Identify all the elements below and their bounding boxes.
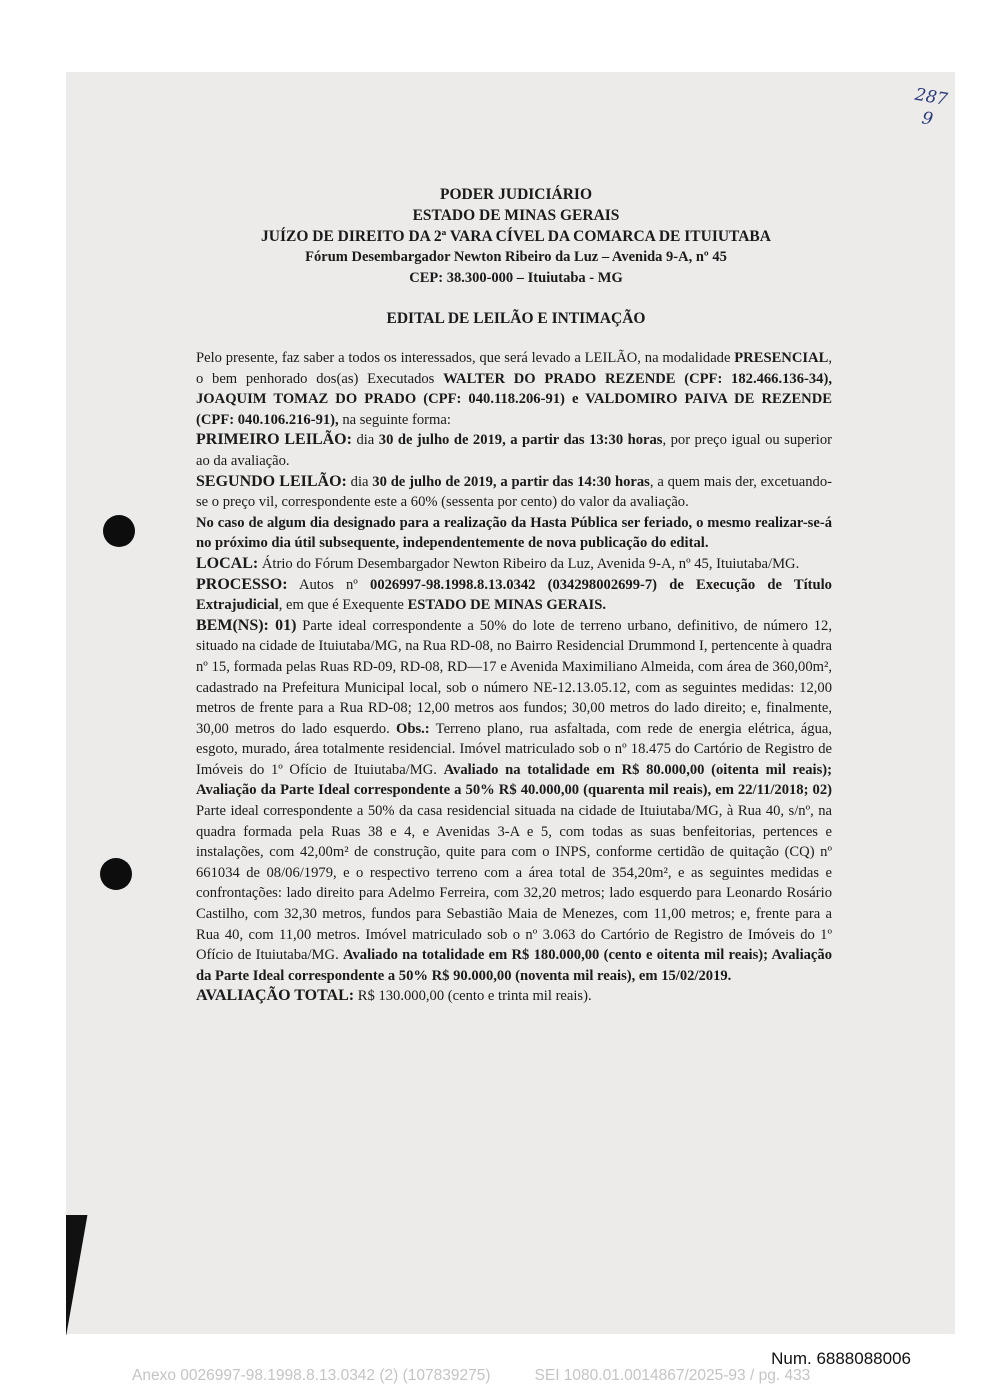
primeiro-leilao-paragraph: PRIMEIRO LEILÃO: dia 30 de julho de 2019, a partir das 13:30 horas, por preço igual ou superior ao da avaliação. <box>196 431 832 469</box>
document-header <box>200 184 832 289</box>
punch-hole <box>100 858 132 890</box>
scan-edge-shadow <box>66 1215 92 1335</box>
avaliacao-total-paragraph: AVALIAÇÃO TOTAL: R$ 130.000,00 (cento e trinta mil reais). <box>196 987 592 1005</box>
document-body <box>196 348 832 1007</box>
processo-paragraph: PROCESSO: Autos nº 0026997-98.1998.8.13.0342 (034298002699-7) de Execução de Título Extrajudicial, em que é Exequente ESTADO DE MINAS GERAIS. <box>196 575 832 614</box>
footer-metadata <box>132 1367 932 1385</box>
local-paragraph: LOCAL: Átrio do Fórum Desembargador Newton Ribeiro da Luz, Avenida 9-A, nº 45, Ituiutaba/MG. <box>196 554 800 572</box>
header-line: CEP: 38.300-000 – Ituiutaba - MG <box>409 270 623 286</box>
header-line: ESTADO DE MINAS GERAIS <box>412 207 620 224</box>
sei-reference: SEI 1080.01.0014867/2025-93 / pg. 433 <box>534 1367 811 1384</box>
anexo-reference: Anexo 0026997-98.1998.8.13.0342 (2) (107839275) <box>132 1367 491 1384</box>
document-number: Num. 6888088006 <box>771 1349 911 1368</box>
header-line: JUÍZO DE DIREITO DA 2ª VARA CÍVEL DA COMARCA DE ITUIUTABA <box>261 228 771 245</box>
header-line: PODER JUDICIÁRIO <box>440 186 592 203</box>
feriado-paragraph: No caso de algum dia designado para a realização da Hasta Pública ser feriado, o mesmo realizar-se-á no próximo dia útil subsequente, independentemente de nova publicação do edital. <box>196 514 832 552</box>
header-line: Fórum Desembargador Newton Ribeiro da Luz – Avenida 9-A, nº 45 <box>305 249 727 265</box>
document-title: EDITAL DE LEILÃO E INTIMAÇÃO <box>386 310 646 327</box>
bens-paragraph: BEM(NS): 01) Parte ideal correspondente a 50% do lote de terreno urbano, definitivo, de número 12, situado na cidade de Ituiutaba/MG, na Rua RD-08, no Bairro Residencial Drummond I, pertencente à quadra nº 15, formada pelas Ruas RD-09, RD-08, RD—17 e Avenida Maximiliano Almeida, com área de 360,00m², cadastrado na Prefeitura Municipal local, sob o número NE-12.13.05.12, com as seguintes medidas: 12,00 metros de frente para a Rua RD-08; 12,00 metros aos fundos; 30,00 metros do lado direito; e, finalmente, 30,00 metros do lado esquerdo. Obs.: Terreno plano, rua asfaltada, com rede de energia elétrica, água, esgoto, murado, área totalmente residencial. Imóvel matriculado sob o nº 18.475 do Cartório de Registro de Imóveis do 1º Ofício de Ituiutaba/MG. Avaliado na totalidade em R$ 80.000,00 (oitenta mil reais); Avaliação da Parte Ideal correspondente a 50% R$ 40.000,00 (quarenta mil reais), em 22/11/2018; 02) Parte ideal correspondente a 50% da casa residencial situada na cidade de Ituiutaba/MG, à Rua 40, s/nº, na quadra formada pela Ruas 38 e 4, e Avenidas 3-A e 5, com todas as suas benfeitorias, pertences e instalações, com 42,00m² de construção, quite para com o INPS, conforme certidão de quitação (CQ) nº 661034 de 08/06/1979, e o respectivo terreno com a área total de 354,20m², e as seguintes medidas e confrontações: lado direito para Adelmo Ferreira, com 32,20 metros; lado esquerdo para Leonardo Rosário Castilho, com 32,30 metros, fundos para Sebastião Maia de Menezes, com 11,00 metros; e, frente para a Rua 40, com 11,00 metros. Imóvel matriculado sob o nº 3.063 do Cartório de Registro de Imóveis do 1º Ofício de Ituiutaba/MG. Avaliado na totalidade em R$ 180.000,00 (cento e oitenta mil reais); Avaliação da Parte Ideal correspondente a 50% R$ 90.000,00 (noventa mil reais), em 15/02/2019. <box>196 616 832 984</box>
handwritten-folio-number: 287 9 <box>913 84 949 130</box>
intro-paragraph: Pelo presente, faz saber a todos os interessados, que será levado a LEILÃO, na modalidade PRESENCIAL, o bem penhorado dos(as) Executados WALTER DO PRADO REZENDE (CPF: 182.466.136-34), JOAQUIM TOMAZ DO PRADO (CPF: 040.118.206-91) e VALDOMIRO PAIVA DE REZENDE (CPF: 040.106.216-91), na seguinte forma: <box>196 350 832 428</box>
punch-hole <box>103 515 135 547</box>
segundo-leilao-paragraph: SEGUNDO LEILÃO: dia 30 de julho de 2019, a partir das 14:30 horas, a quem mais der, excetuando-se o preço vil, correspondente este a 60% (sessenta por cento) do valor da avaliação. <box>196 472 832 511</box>
